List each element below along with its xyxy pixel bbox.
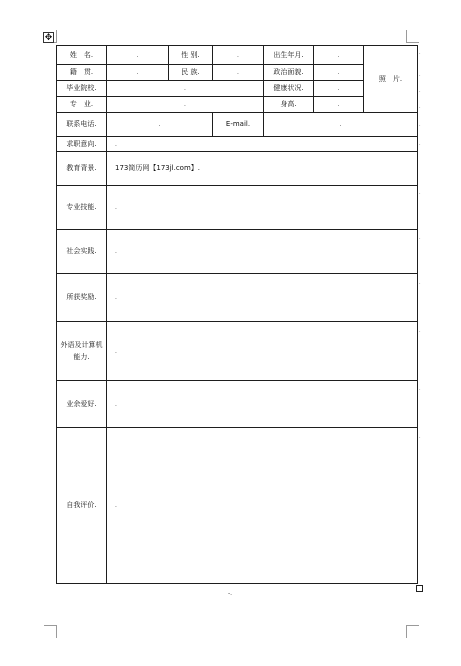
row-end-mark: . (419, 122, 421, 128)
language-computer-cell[interactable]: . (107, 322, 418, 381)
political-status-label: 政治面貌. (264, 65, 314, 81)
social-practice-cell[interactable]: . (107, 230, 418, 274)
language-computer-label-line1: 外语及计算机 (60, 340, 103, 349)
crop-mark-bottom-right (406, 625, 419, 638)
row-end-mark: . (419, 104, 421, 110)
email-label: E-mail. (213, 113, 264, 137)
health-cell[interactable]: . (314, 81, 364, 97)
row-end-mark: . (419, 50, 421, 56)
row-end-mark: . (419, 386, 421, 392)
major-label: 专 业. (57, 97, 107, 113)
school-label: 毕业院校. (57, 81, 107, 97)
native-place-label: 籍 贯. (57, 65, 107, 81)
crop-mark-top-right (406, 30, 419, 43)
awards-label: 所获奖励. (57, 274, 107, 322)
name-label: 姓 名. (57, 46, 107, 65)
self-evaluation-cell[interactable]: . (107, 428, 418, 584)
row-end-mark: . (419, 88, 421, 94)
political-status-cell[interactable]: . (314, 65, 364, 81)
phone-cell[interactable]: . (107, 113, 213, 137)
job-intent-label: 求职意向. (57, 137, 107, 152)
crop-mark-bottom-left (44, 625, 57, 638)
resume-table (56, 45, 418, 584)
gender-label: 性 别. (169, 46, 213, 65)
row-end-mark: . (419, 141, 421, 147)
row-end-mark: . (419, 434, 421, 440)
awards-cell[interactable]: . (107, 274, 418, 322)
education-cell[interactable]: 173简历网【173jl.com】. (107, 152, 418, 186)
email-cell[interactable]: . (264, 113, 418, 137)
native-place-cell[interactable]: . (107, 65, 169, 81)
name-cell[interactable]: . (107, 46, 169, 65)
phone-label: 联系电话. (57, 113, 107, 137)
birth-cell[interactable]: . (314, 46, 364, 65)
school-cell[interactable]: . (107, 81, 264, 97)
row-end-mark: . (419, 280, 421, 286)
job-intent-cell[interactable]: . (107, 137, 418, 152)
education-label: 教育背景. (57, 152, 107, 186)
major-cell[interactable]: . (107, 97, 264, 113)
hobbies-cell[interactable]: . (107, 381, 418, 428)
row-end-mark: . (419, 328, 421, 334)
ethnicity-cell[interactable]: . (213, 65, 264, 81)
social-practice-label: 社会实践. (57, 230, 107, 274)
row-end-mark: . (419, 235, 421, 241)
height-cell[interactable]: . (314, 97, 364, 113)
self-evaluation-label: 自我评价. (57, 428, 107, 584)
row-end-mark: . (419, 72, 421, 78)
skills-label: 专业技能. (57, 186, 107, 230)
photo-cell[interactable]: 照 片. (364, 46, 418, 113)
health-label: 健康状况. (264, 81, 314, 97)
gender-cell[interactable]: . (213, 46, 264, 65)
language-computer-label (57, 322, 107, 381)
ethnicity-label: 民 族. (169, 65, 213, 81)
language-computer-label-line2: 能力. (73, 352, 90, 361)
hobbies-label: 业余爱好. (57, 381, 107, 428)
height-label: 身高. (264, 97, 314, 113)
row-end-marks (419, 0, 425, 666)
skills-cell[interactable]: . (107, 186, 418, 230)
paragraph-mark: -. (228, 590, 233, 597)
row-end-mark: . (419, 190, 421, 196)
birth-label: 出生年月. (264, 46, 314, 65)
table-move-handle-icon[interactable]: ✥ (44, 33, 53, 43)
